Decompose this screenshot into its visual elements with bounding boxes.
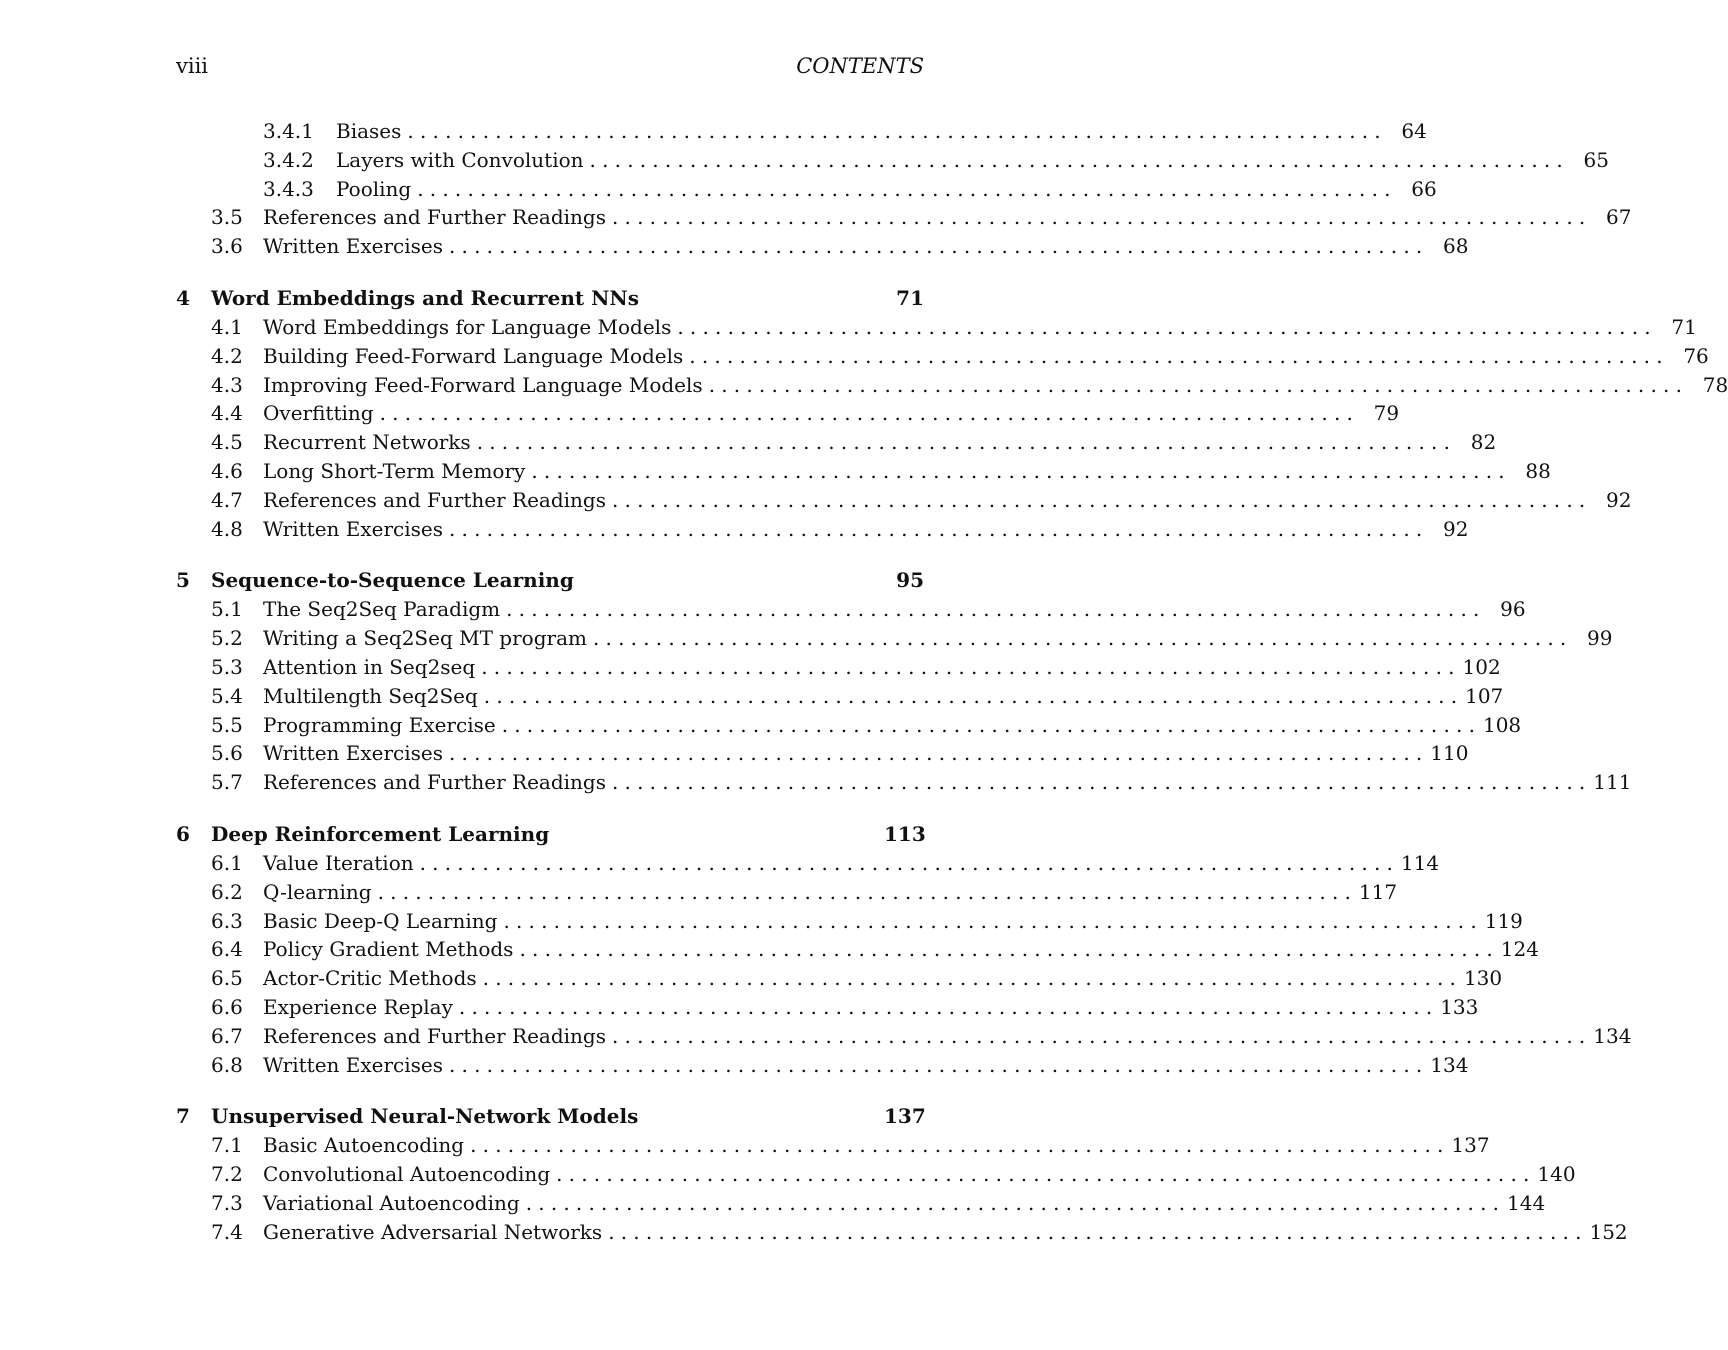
dot-leader: .............................................................................. xyxy=(449,516,1429,541)
section-number: 3.4.2 xyxy=(263,147,314,172)
page-ref: 119 xyxy=(1483,907,1523,936)
page-ref: 82 xyxy=(1456,428,1496,457)
section-title: Pooling xyxy=(336,175,417,204)
section-number: 3.4.3 xyxy=(263,176,314,201)
chapter-title: Sequence-to-Sequence Learning xyxy=(211,566,580,595)
section-title: Multilength Seq2Seq xyxy=(263,682,484,711)
page-ref: 108 xyxy=(1481,711,1521,740)
dot-leader: .............................................................................. xyxy=(483,683,1464,708)
section-title: Written Exercises xyxy=(263,1051,449,1080)
toc-entry-5-4 xyxy=(176,682,1504,711)
dot-leader: .............................................................................. xyxy=(612,770,1592,795)
dot-leader: .............................................................................. xyxy=(377,879,1358,904)
chapter-number: 4 xyxy=(176,285,190,310)
page-ref: 76 xyxy=(1669,342,1709,371)
toc-entry-5-6 xyxy=(176,739,1469,768)
section-title: References and Further Readings xyxy=(263,486,612,515)
dot-leader: .............................................................................. xyxy=(458,994,1439,1019)
section-title: Writing a Seq2Seq MT program xyxy=(263,624,593,653)
toc-entry-4-1 xyxy=(176,313,1697,342)
section-number: 6.8 xyxy=(211,1052,243,1077)
section-title: Building Feed-Forward Language Models xyxy=(263,342,689,371)
section-number: 6.3 xyxy=(211,908,243,933)
section-number: 6.4 xyxy=(211,937,243,962)
page-ref: 71 xyxy=(1657,313,1697,342)
toc-entry-4-7 xyxy=(176,486,1632,515)
toc-entry-6-8 xyxy=(176,1051,1469,1080)
page-ref: 95 xyxy=(884,566,924,595)
toc-entry-5-7 xyxy=(176,768,1632,797)
page-ref: 68 xyxy=(1428,232,1468,261)
dot-leader: .............................................................................. xyxy=(592,626,1573,651)
dot-leader: .............................................................................. xyxy=(503,908,1483,933)
toc-entry-4-3 xyxy=(176,371,1728,400)
dot-leader: .............................................................................. xyxy=(506,597,1486,622)
section-title: Overfitting xyxy=(263,399,380,428)
section-number: 4.1 xyxy=(211,314,243,339)
toc-entry-6-2 xyxy=(176,878,1398,907)
section-number: 4.6 xyxy=(211,458,243,483)
dot-leader: .............................................................................. xyxy=(677,314,1657,339)
section-number: 3.5 xyxy=(211,205,243,230)
toc-entry-7-1 xyxy=(176,1131,1490,1160)
toc-entry-4-8 xyxy=(176,515,1469,544)
section-title: Basic Deep-Q Learning xyxy=(263,907,503,936)
section-title: Policy Gradient Methods xyxy=(263,935,519,964)
section-number: 3.4.1 xyxy=(263,119,314,143)
toc-entry-6-4 xyxy=(176,935,1539,964)
section-number: 7.3 xyxy=(211,1190,243,1215)
toc-entry-7-4 xyxy=(176,1218,1628,1247)
section-title: Biases xyxy=(336,117,407,146)
dot-leader: .............................................................................. xyxy=(379,401,1360,426)
toc-entry-6-7 xyxy=(176,1022,1632,1051)
section-number: 7.1 xyxy=(211,1133,243,1158)
page-ref: 65 xyxy=(1569,146,1609,175)
section-number: 4.8 xyxy=(211,516,243,541)
table-of-contents xyxy=(176,117,1728,1247)
page-ref: 140 xyxy=(1536,1160,1576,1189)
chapter-number: 6 xyxy=(176,821,190,846)
toc-entry-4-5 xyxy=(176,428,1497,457)
section-title: References and Further Readings xyxy=(263,203,612,232)
section-title: Layers with Convolution xyxy=(336,146,590,175)
toc-entry-6-6 xyxy=(176,993,1479,1022)
section-number: 5.2 xyxy=(211,626,243,651)
page-ref: 79 xyxy=(1359,399,1399,428)
toc-entry-5-5 xyxy=(176,711,1522,740)
page-ref: 96 xyxy=(1486,595,1526,624)
toc-entry-4-2 xyxy=(176,342,1709,371)
toc-chapter-6 xyxy=(176,820,924,849)
page-ref: 66 xyxy=(1397,175,1437,204)
dot-leader: .............................................................................. xyxy=(612,1023,1592,1048)
section-title: Written Exercises xyxy=(263,232,449,261)
section-number: 6.5 xyxy=(211,966,243,991)
dot-leader: .............................................................................. xyxy=(589,147,1569,172)
page-ref: 114 xyxy=(1399,849,1439,878)
section-number: 5.4 xyxy=(211,683,243,708)
section-title: Programming Exercise xyxy=(263,711,502,740)
section-number: 4.7 xyxy=(211,487,243,512)
toc-chapter-7 xyxy=(176,1102,924,1131)
section-number: 6.6 xyxy=(211,994,243,1019)
section-title: Experience Replay xyxy=(263,993,459,1022)
page-header xyxy=(176,54,924,82)
dot-leader: .............................................................................. xyxy=(612,205,1592,230)
page-ref: 117 xyxy=(1357,878,1397,907)
page-ref: 111 xyxy=(1591,768,1631,797)
dot-leader: .............................................................................. xyxy=(708,372,1689,397)
toc-entry-6-1 xyxy=(176,849,1440,878)
page-ref: 144 xyxy=(1505,1189,1545,1218)
page-ref: 102 xyxy=(1461,653,1501,682)
page-ref: 107 xyxy=(1463,682,1503,711)
section-number: 5.1 xyxy=(211,597,243,622)
section-number: 3.6 xyxy=(211,234,243,259)
section-number: 6.1 xyxy=(211,850,243,875)
section-title: References and Further Readings xyxy=(263,768,612,797)
toc-entry-5-2 xyxy=(176,624,1613,653)
toc-chapter-5 xyxy=(176,566,924,595)
page-ref: 130 xyxy=(1462,964,1502,993)
page-ref: 110 xyxy=(1428,739,1468,768)
toc-entry-7-3 xyxy=(176,1189,1546,1218)
section-title: Written Exercises xyxy=(263,739,449,768)
chapter-number: 5 xyxy=(176,568,190,593)
section-title: Actor-Critic Methods xyxy=(263,964,483,993)
page-ref: 64 xyxy=(1387,117,1427,146)
section-number: 4.5 xyxy=(211,430,243,455)
dot-leader: .............................................................................. xyxy=(481,654,1461,679)
section-number: 7.4 xyxy=(211,1219,243,1244)
dot-leader: .............................................................................. xyxy=(419,850,1400,875)
section-number: 5.7 xyxy=(211,770,243,795)
toc-chapter-4 xyxy=(176,284,924,313)
section-number: 4.3 xyxy=(211,372,243,397)
toc-entry-4-4 xyxy=(176,399,1400,428)
section-number: 4.2 xyxy=(211,343,243,368)
page-ref: 99 xyxy=(1572,624,1612,653)
dot-leader: .............................................................................. xyxy=(519,937,1499,962)
page-ref: 88 xyxy=(1511,457,1551,486)
dot-leader: .............................................................................. xyxy=(449,1052,1429,1077)
page-ref: 67 xyxy=(1591,203,1631,232)
dot-leader: .............................................................................. xyxy=(531,458,1511,483)
section-number: 5.5 xyxy=(211,712,243,737)
page-ref: 133 xyxy=(1438,993,1478,1022)
dot-leader: .............................................................................. xyxy=(449,234,1429,259)
chapter-title: Unsupervised Neural-Network Models xyxy=(211,1102,644,1131)
dot-leader: .............................................................................. xyxy=(482,966,1463,991)
dot-leader: .............................................................................. xyxy=(407,119,1387,143)
page-ref: 92 xyxy=(1428,515,1468,544)
toc-entry-6-3 xyxy=(176,907,1523,936)
toc-entry-6-5 xyxy=(176,964,1503,993)
page-ref: 137 xyxy=(1450,1131,1490,1160)
section-number: 5.6 xyxy=(211,741,243,766)
section-title: Word Embeddings for Language Models xyxy=(263,313,677,342)
section-title: Variational Autoencoding xyxy=(263,1189,526,1218)
dot-leader: .............................................................................. xyxy=(689,343,1669,368)
dot-leader: .............................................................................. xyxy=(612,487,1592,512)
page-ref: 152 xyxy=(1588,1218,1628,1247)
section-number: 5.3 xyxy=(211,654,243,679)
page-ref: 113 xyxy=(884,820,924,849)
page-number: viii xyxy=(176,54,209,78)
page-ref: 134 xyxy=(1428,1051,1468,1080)
toc-entry-5-1 xyxy=(176,595,1526,624)
section-title: Generative Adversarial Networks xyxy=(263,1218,608,1247)
section-title: Long Short-Term Memory xyxy=(263,457,531,486)
dot-leader: .............................................................................. xyxy=(476,430,1457,455)
section-title: Attention in Seq2seq xyxy=(263,653,481,682)
chapter-title: Deep Reinforcement Learning xyxy=(211,820,555,849)
section-title: Convolutional Autoencoding xyxy=(263,1160,556,1189)
toc-entry-5-3 xyxy=(176,653,1501,682)
chapter-number: 7 xyxy=(176,1104,190,1129)
section-title: Q-learning xyxy=(263,878,378,907)
dot-leader: .............................................................................. xyxy=(449,741,1429,766)
section-number: 4.4 xyxy=(211,401,243,426)
toc-entry-4-6 xyxy=(176,457,1551,486)
dot-leader: .............................................................................. xyxy=(417,176,1397,201)
toc-entry-3-6 xyxy=(176,232,1469,261)
section-number: 7.2 xyxy=(211,1162,243,1187)
page-ref: 134 xyxy=(1591,1022,1631,1051)
toc-entry-7-2 xyxy=(176,1160,1576,1189)
dot-leader: .............................................................................. xyxy=(556,1162,1536,1187)
chapter-title: Word Embeddings and Recurrent NNs xyxy=(211,284,645,313)
section-number: 6.2 xyxy=(211,879,243,904)
page-ref: 124 xyxy=(1499,935,1539,964)
page-ref: 137 xyxy=(884,1102,924,1131)
section-title: Improving Feed-Forward Language Models xyxy=(263,371,709,400)
toc-entry-3-4-3 xyxy=(176,175,1437,204)
section-title: Basic Autoencoding xyxy=(263,1131,470,1160)
section-title: Value Iteration xyxy=(263,849,420,878)
dot-leader: .............................................................................. xyxy=(501,712,1482,737)
dot-leader: .............................................................................. xyxy=(525,1190,1506,1215)
section-title: The Seq2Seq Paradigm xyxy=(263,595,506,624)
toc-entry-3-4-1 xyxy=(176,117,1427,146)
toc-entry-3-5 xyxy=(176,203,1632,232)
section-number: 6.7 xyxy=(211,1023,243,1048)
section-title: Recurrent Networks xyxy=(263,428,477,457)
page-ref: 71 xyxy=(884,284,924,313)
dot-leader: .............................................................................. xyxy=(608,1219,1588,1244)
page-ref: 92 xyxy=(1591,486,1631,515)
toc-entry-3-4-2 xyxy=(176,146,1609,175)
dot-leader: .............................................................................. xyxy=(470,1133,1450,1158)
page-ref: 78 xyxy=(1688,371,1728,400)
section-title: Written Exercises xyxy=(263,515,449,544)
running-title: CONTENTS xyxy=(796,54,924,78)
section-title: References and Further Readings xyxy=(263,1022,612,1051)
